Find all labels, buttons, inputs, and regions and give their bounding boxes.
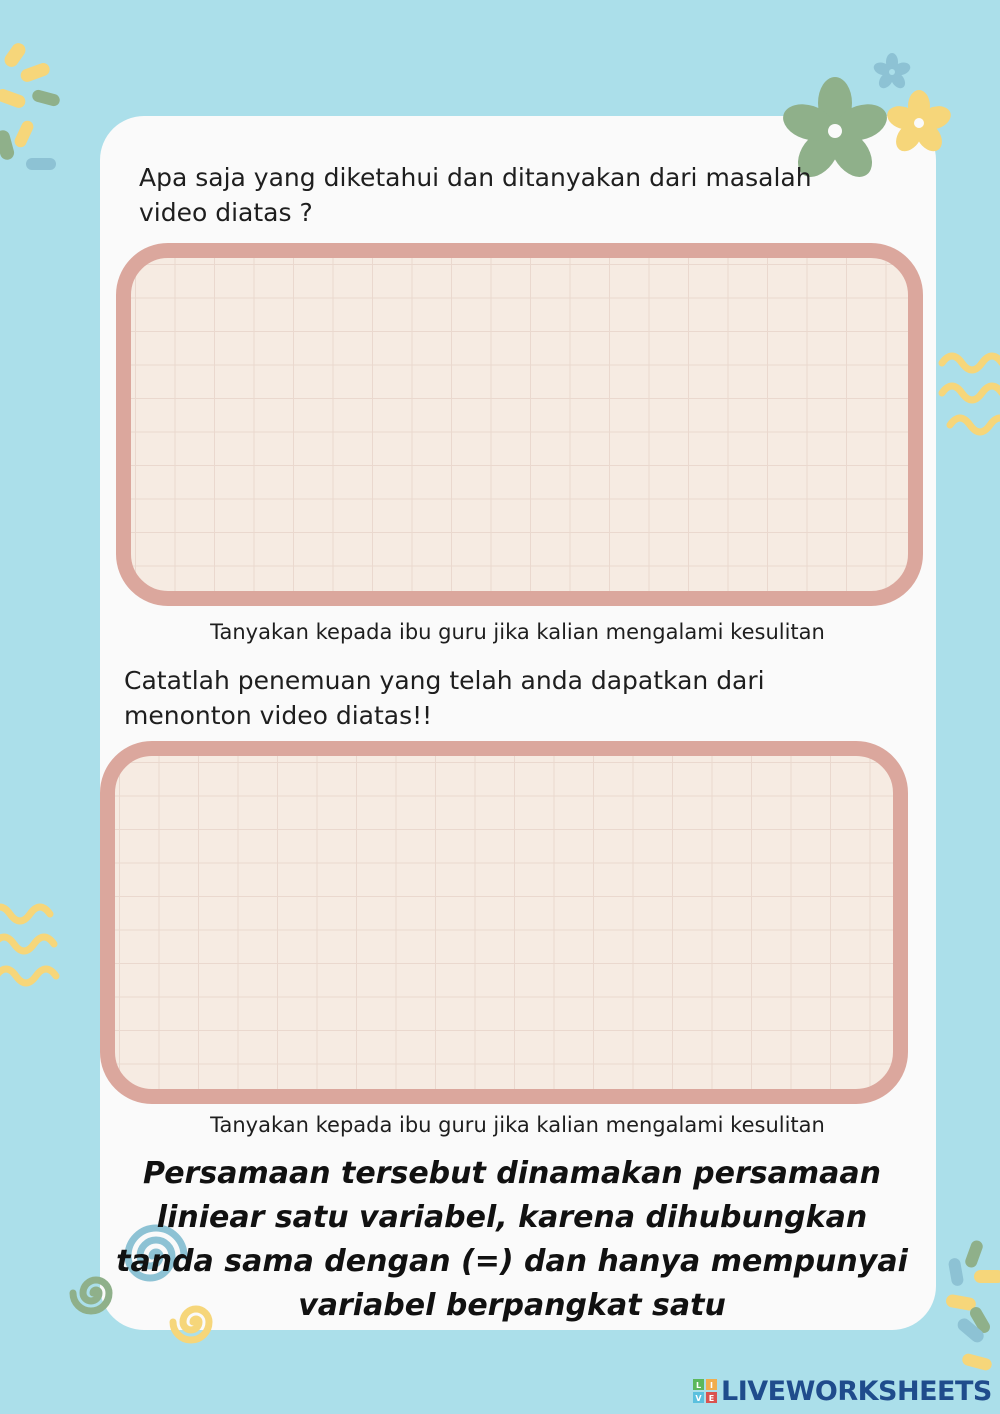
- liveworksheets-brand[interactable]: [693, 1374, 992, 1408]
- flower-icon: [884, 88, 954, 158]
- liveworksheets-logo-icon: [693, 1379, 717, 1403]
- confetti-icon: [0, 30, 70, 180]
- question-1-text: Apa saja yang diketahui dan ditanyakan dari masalah video diatas ?: [139, 163, 812, 227]
- logo-letter-e: E: [708, 1394, 715, 1403]
- flower-icon: [872, 52, 912, 92]
- confetti-icon: [940, 1240, 1000, 1380]
- conclusion-text: Persamaan tersebut dinamakan persamaan liniear satu variabel, karena dihubungkan tanda sama dengan (=) dan hanya mempunyai variabel berpangkat satu: [116, 1156, 908, 1323]
- question-2-text: Catatlah penemuan yang telah anda dapatkan dari menonton video diatas!!: [124, 666, 765, 730]
- liveworksheets-wordmark: LIVEWORKSHEETS: [721, 1375, 992, 1407]
- logo-letter-i: I: [710, 1381, 713, 1390]
- hint-2-text: Tanyakan kepada ibu guru jika kalian mengalami kesulitan: [210, 1113, 825, 1137]
- hint-1-text: Tanyakan kepada ibu guru jika kalian mengalami kesulitan: [210, 620, 825, 644]
- answer-1-field[interactable]: [116, 243, 923, 606]
- logo-letter-l: L: [695, 1381, 702, 1390]
- squiggle-icon: [938, 345, 1000, 445]
- squiggle-icon: [0, 900, 62, 995]
- logo-letter-v: V: [695, 1394, 702, 1403]
- answer-2-field[interactable]: [100, 741, 908, 1104]
